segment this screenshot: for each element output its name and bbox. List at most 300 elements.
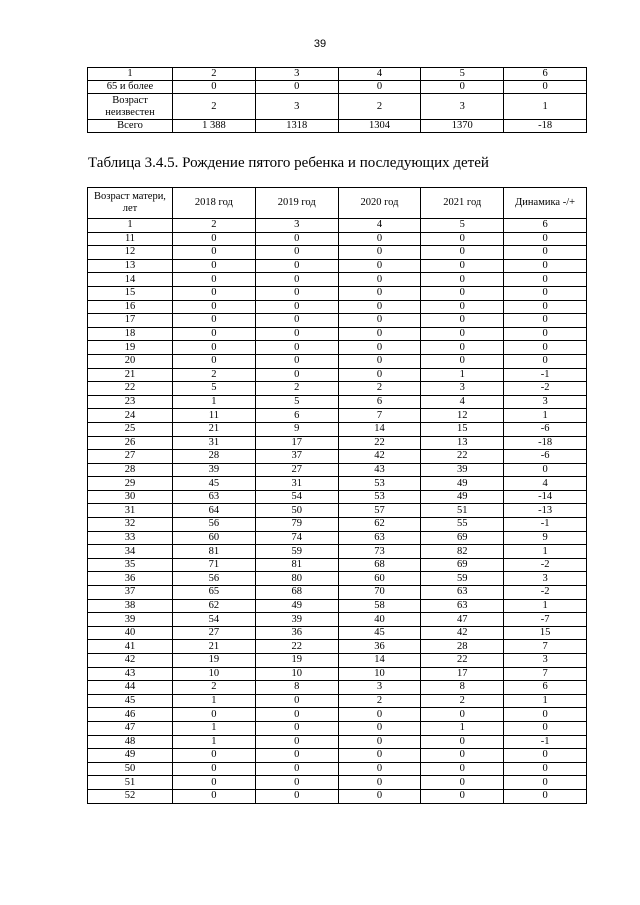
table-cell: 0	[173, 789, 256, 803]
table-cell: 0	[255, 232, 338, 246]
table-cell: -2	[504, 586, 587, 600]
table-cell: 60	[173, 531, 256, 545]
table-cell: 0	[255, 354, 338, 368]
table-cell: 0	[421, 762, 504, 776]
table-row	[88, 613, 587, 627]
table-cell: Динамика -/+	[504, 188, 587, 219]
table-cell: 0	[504, 273, 587, 287]
table-cell: -1	[504, 518, 587, 532]
table-cell: 0	[338, 273, 421, 287]
table-cell: 2	[173, 68, 256, 81]
table-cell: Возраст неизвестен	[88, 94, 173, 120]
table-cell: 0	[173, 286, 256, 300]
table-cell: 42	[421, 626, 504, 640]
table-cell: 48	[88, 735, 173, 749]
table-cell: 80	[255, 572, 338, 586]
table-cell: 0	[338, 735, 421, 749]
table-cell: 47	[88, 721, 173, 735]
table-cell: 6	[504, 219, 587, 233]
table-cell: 2	[173, 681, 256, 695]
table-cell: 0	[338, 81, 421, 94]
table-cell: 45	[173, 477, 256, 491]
table-cell: 0	[504, 327, 587, 341]
table-cell: -18	[504, 436, 587, 450]
table-cell: 0	[504, 749, 587, 763]
table-cell: 28	[88, 463, 173, 477]
table-row	[88, 94, 587, 120]
table-row	[88, 490, 587, 504]
table-cell: 0	[504, 81, 587, 94]
table-cell: 0	[338, 259, 421, 273]
table-cell: 1	[504, 545, 587, 559]
table-cell: 68	[338, 558, 421, 572]
table-cell: 63	[338, 531, 421, 545]
table-cell: 81	[173, 545, 256, 559]
table-cell: 1	[504, 599, 587, 613]
table-cell: 7	[504, 667, 587, 681]
table-cell: 12	[421, 409, 504, 423]
table-cell: 81	[255, 558, 338, 572]
table-cell: 0	[421, 341, 504, 355]
table-cell: 1318	[255, 120, 338, 133]
table-cell: 22	[338, 436, 421, 450]
table-cell: 0	[421, 259, 504, 273]
table-row	[88, 789, 587, 803]
table-cell: 70	[338, 586, 421, 600]
table-cell: 65 и более	[88, 81, 173, 94]
table-cell: 0	[504, 232, 587, 246]
table-cell: 2	[255, 382, 338, 396]
table-row	[88, 640, 587, 654]
table-cell: 0	[338, 341, 421, 355]
table-cell: 6	[504, 681, 587, 695]
table-cell: 46	[88, 708, 173, 722]
table-cell: 0	[338, 789, 421, 803]
table-cell: 3	[504, 395, 587, 409]
table-cell: 0	[504, 463, 587, 477]
table-cell: 19	[173, 654, 256, 668]
table-cell: 21	[88, 368, 173, 382]
table-cell: -2	[504, 558, 587, 572]
table-cell: 1	[504, 409, 587, 423]
table-cell: 23	[88, 395, 173, 409]
table-row	[88, 545, 587, 559]
table-cell: 5	[255, 395, 338, 409]
table-cell: 54	[173, 613, 256, 627]
table-cell: 69	[421, 558, 504, 572]
table-row	[88, 708, 587, 722]
table-cell: 42	[338, 450, 421, 464]
table-row	[88, 436, 587, 450]
table-cell: 0	[338, 354, 421, 368]
table-row	[88, 558, 587, 572]
table-row	[88, 286, 587, 300]
table-cell: 0	[173, 762, 256, 776]
table-cell: 49	[255, 599, 338, 613]
table-cell: 0	[338, 300, 421, 314]
table-cell: 0	[255, 341, 338, 355]
table-cell: 0	[255, 721, 338, 735]
table-cell: 64	[173, 504, 256, 518]
table-cell: 31	[88, 504, 173, 518]
table-row	[88, 626, 587, 640]
table-cell: Всего	[88, 120, 173, 133]
table-row	[88, 368, 587, 382]
table-row	[88, 749, 587, 763]
table-cell: 0	[421, 246, 504, 260]
table-cell: 59	[255, 545, 338, 559]
table-cell: 0	[504, 246, 587, 260]
table-cell: 1	[173, 721, 256, 735]
table-cell: 0	[173, 246, 256, 260]
table-cell: 3	[255, 219, 338, 233]
table-cell: 17	[421, 667, 504, 681]
main-table	[87, 187, 587, 804]
table-cell: 50	[88, 762, 173, 776]
table-cell: 1	[173, 735, 256, 749]
table-row	[88, 694, 587, 708]
table-cell: 62	[338, 518, 421, 532]
table-cell: 49	[421, 490, 504, 504]
table-cell: 1	[173, 395, 256, 409]
table-cell: 9	[255, 422, 338, 436]
table-cell: 51	[421, 504, 504, 518]
table-cell: 69	[421, 531, 504, 545]
top-table	[87, 67, 587, 133]
table-cell: 63	[421, 586, 504, 600]
table-cell: 13	[421, 436, 504, 450]
table-cell: 0	[255, 368, 338, 382]
table-row	[88, 314, 587, 328]
table-cell: 21	[173, 422, 256, 436]
table-row	[88, 300, 587, 314]
table-cell: 1	[421, 368, 504, 382]
table-cell: 0	[421, 789, 504, 803]
table-row	[88, 422, 587, 436]
table-cell: 10	[173, 667, 256, 681]
table-cell: 39	[255, 613, 338, 627]
table-cell: -14	[504, 490, 587, 504]
table-row	[88, 246, 587, 260]
table-cell: 45	[88, 694, 173, 708]
table-cell: 0	[421, 327, 504, 341]
table-cell: 26	[88, 436, 173, 450]
table-cell: 53	[338, 477, 421, 491]
table-cell: 31	[255, 477, 338, 491]
table-cell: 36	[338, 640, 421, 654]
table-cell: 5	[173, 382, 256, 396]
table-row	[88, 409, 587, 423]
table-cell: 71	[173, 558, 256, 572]
table-cell: 6	[504, 68, 587, 81]
table-cell: 18	[88, 327, 173, 341]
table-row	[88, 273, 587, 287]
table-cell: 0	[173, 749, 256, 763]
table-cell: 0	[338, 246, 421, 260]
table-row	[88, 219, 587, 233]
table-cell: 27	[255, 463, 338, 477]
table-cell: 58	[338, 599, 421, 613]
table-cell: 14	[88, 273, 173, 287]
table-cell: 62	[173, 599, 256, 613]
table-cell: 17	[88, 314, 173, 328]
table-cell: 44	[88, 681, 173, 695]
table-cell: 43	[88, 667, 173, 681]
table-cell: 0	[173, 708, 256, 722]
table-row	[88, 531, 587, 545]
table-cell: 0	[504, 789, 587, 803]
table-cell: 3	[421, 382, 504, 396]
table-cell: 0	[173, 314, 256, 328]
table-cell: 6	[338, 395, 421, 409]
table-row	[88, 518, 587, 532]
table-cell: 0	[255, 694, 338, 708]
table-cell: 1	[504, 94, 587, 120]
table-cell: 22	[421, 654, 504, 668]
table-cell: 2	[173, 219, 256, 233]
table-cell: 0	[255, 776, 338, 790]
table-cell: 13	[88, 259, 173, 273]
table-cell: 38	[88, 599, 173, 613]
table-row	[88, 654, 587, 668]
table-cell: 0	[255, 300, 338, 314]
table-cell: 49	[88, 749, 173, 763]
table-cell: 30	[88, 490, 173, 504]
table-cell: 0	[255, 81, 338, 94]
table-cell: 1304	[338, 120, 421, 133]
table-row	[88, 81, 587, 94]
table-cell: 29	[88, 477, 173, 491]
table-cell: 35	[88, 558, 173, 572]
table-cell: 17	[255, 436, 338, 450]
table-cell: 0	[173, 776, 256, 790]
table-cell: 2	[421, 694, 504, 708]
top-table-body	[88, 68, 587, 133]
table-cell: 0	[421, 708, 504, 722]
table-cell: 14	[338, 422, 421, 436]
table-cell: 3	[504, 572, 587, 586]
table-cell: 0	[255, 708, 338, 722]
main-table-body	[88, 188, 587, 804]
table-cell: 7	[338, 409, 421, 423]
table-cell: -2	[504, 382, 587, 396]
table-cell: 2	[173, 368, 256, 382]
table-row	[88, 341, 587, 355]
table-row	[88, 586, 587, 600]
table-cell: 0	[173, 327, 256, 341]
table-cell: 1	[421, 721, 504, 735]
table-cell: 0	[173, 259, 256, 273]
table-cell: 0	[255, 749, 338, 763]
table-cell: 0	[504, 354, 587, 368]
table-cell: 0	[504, 721, 587, 735]
table-row	[88, 572, 587, 586]
table-cell: 0	[255, 259, 338, 273]
table-cell: 56	[173, 518, 256, 532]
table-cell: 39	[88, 613, 173, 627]
table-caption: Таблица 3.4.5. Рождение пятого ребенка и последующих детей	[88, 155, 489, 171]
table-cell: 0	[173, 81, 256, 94]
table-cell: 37	[255, 450, 338, 464]
table-cell: 0	[255, 246, 338, 260]
table-cell: 49	[421, 477, 504, 491]
table-cell: 0	[338, 327, 421, 341]
table-cell: 36	[88, 572, 173, 586]
table-cell: 0	[338, 721, 421, 735]
table-cell: 0	[421, 273, 504, 287]
table-cell: 0	[504, 776, 587, 790]
table-cell: 63	[421, 599, 504, 613]
table-cell: 0	[255, 286, 338, 300]
table-cell: 0	[255, 735, 338, 749]
table-row	[88, 327, 587, 341]
table-cell: 41	[88, 640, 173, 654]
table-row	[88, 450, 587, 464]
table-cell: 0	[338, 232, 421, 246]
page-number: 39	[313, 38, 327, 50]
table-cell: 11	[173, 409, 256, 423]
table-row	[88, 463, 587, 477]
table-row	[88, 382, 587, 396]
table-cell: 2018 год	[173, 188, 256, 219]
table-cell: 55	[421, 518, 504, 532]
table-cell: 9	[504, 531, 587, 545]
table-cell: 0	[255, 789, 338, 803]
table-cell: 68	[255, 586, 338, 600]
table-cell: 12	[88, 246, 173, 260]
table-cell: 0	[504, 300, 587, 314]
table-cell: 37	[88, 586, 173, 600]
table-cell: 0	[504, 286, 587, 300]
table-cell: 11	[88, 232, 173, 246]
table-cell: -6	[504, 422, 587, 436]
table-cell: Возраст матери, лет	[88, 188, 173, 219]
table-cell: 22	[421, 450, 504, 464]
table-cell: 0	[338, 776, 421, 790]
table-cell: 59	[421, 572, 504, 586]
table-cell: 51	[88, 776, 173, 790]
table-cell: 0	[173, 354, 256, 368]
table-cell: 2	[338, 382, 421, 396]
table-cell: 42	[88, 654, 173, 668]
table-cell: 0	[255, 314, 338, 328]
table-cell: 2	[338, 94, 421, 120]
table-cell: 50	[255, 504, 338, 518]
table-cell: 27	[173, 626, 256, 640]
table-cell: 0	[255, 762, 338, 776]
table-cell: 15	[88, 286, 173, 300]
table-cell: 0	[421, 314, 504, 328]
table-cell: 0	[173, 273, 256, 287]
table-cell: -1	[504, 368, 587, 382]
table-cell: 22	[255, 640, 338, 654]
table-row	[88, 504, 587, 518]
table-cell: 54	[255, 490, 338, 504]
table-cell: 40	[88, 626, 173, 640]
table-cell: 6	[255, 409, 338, 423]
table-cell: 1	[173, 694, 256, 708]
table-cell: 60	[338, 572, 421, 586]
table-cell: 5	[421, 219, 504, 233]
table-cell: 14	[338, 654, 421, 668]
table-row	[88, 232, 587, 246]
table-row	[88, 721, 587, 735]
table-cell: 0	[173, 300, 256, 314]
table-row	[88, 667, 587, 681]
table-cell: 22	[88, 382, 173, 396]
table-cell: -18	[504, 120, 587, 133]
table-cell: 0	[255, 273, 338, 287]
table-cell: 40	[338, 613, 421, 627]
table-cell: 27	[88, 450, 173, 464]
table-cell: 52	[88, 789, 173, 803]
table-cell: 16	[88, 300, 173, 314]
table-row	[88, 776, 587, 790]
table-cell: 0	[504, 314, 587, 328]
table-cell: 0	[421, 300, 504, 314]
table-cell: 73	[338, 545, 421, 559]
table-row	[88, 120, 587, 133]
table-cell: 63	[173, 490, 256, 504]
table-cell: 0	[338, 368, 421, 382]
table-row	[88, 599, 587, 613]
table-cell: 0	[173, 341, 256, 355]
table-cell: 39	[173, 463, 256, 477]
table-cell: 15	[421, 422, 504, 436]
table-cell: 0	[338, 762, 421, 776]
table-cell: 4	[338, 219, 421, 233]
table-cell: 53	[338, 490, 421, 504]
table-row	[88, 259, 587, 273]
table-cell: 8	[255, 681, 338, 695]
table-cell: 10	[338, 667, 421, 681]
table-cell: 0	[421, 749, 504, 763]
table-row	[88, 68, 587, 81]
table-cell: 74	[255, 531, 338, 545]
table-cell: 25	[88, 422, 173, 436]
table-cell: 2	[338, 694, 421, 708]
table-cell: 10	[255, 667, 338, 681]
table-cell: 0	[173, 232, 256, 246]
table-cell: 32	[88, 518, 173, 532]
table-cell: 3	[338, 681, 421, 695]
table-cell: 0	[421, 776, 504, 790]
table-cell: 19	[88, 341, 173, 355]
table-header-row	[88, 188, 587, 219]
table-cell: 0	[504, 341, 587, 355]
table-cell: 34	[88, 545, 173, 559]
table-cell: 65	[173, 586, 256, 600]
table-cell: 0	[338, 286, 421, 300]
table-cell: 57	[338, 504, 421, 518]
table-cell: 0	[421, 354, 504, 368]
table-cell: 8	[421, 681, 504, 695]
table-cell: 3	[504, 654, 587, 668]
table-cell: 39	[421, 463, 504, 477]
table-cell: 1	[88, 219, 173, 233]
table-cell: 43	[338, 463, 421, 477]
table-cell: 4	[421, 395, 504, 409]
table-row	[88, 354, 587, 368]
table-cell: 2021 год	[421, 188, 504, 219]
table-cell: 24	[88, 409, 173, 423]
table-row	[88, 477, 587, 491]
table-cell: 0	[504, 762, 587, 776]
table-cell: -1	[504, 735, 587, 749]
table-cell: 19	[255, 654, 338, 668]
table-cell: 1	[88, 68, 173, 81]
table-cell: 0	[421, 232, 504, 246]
